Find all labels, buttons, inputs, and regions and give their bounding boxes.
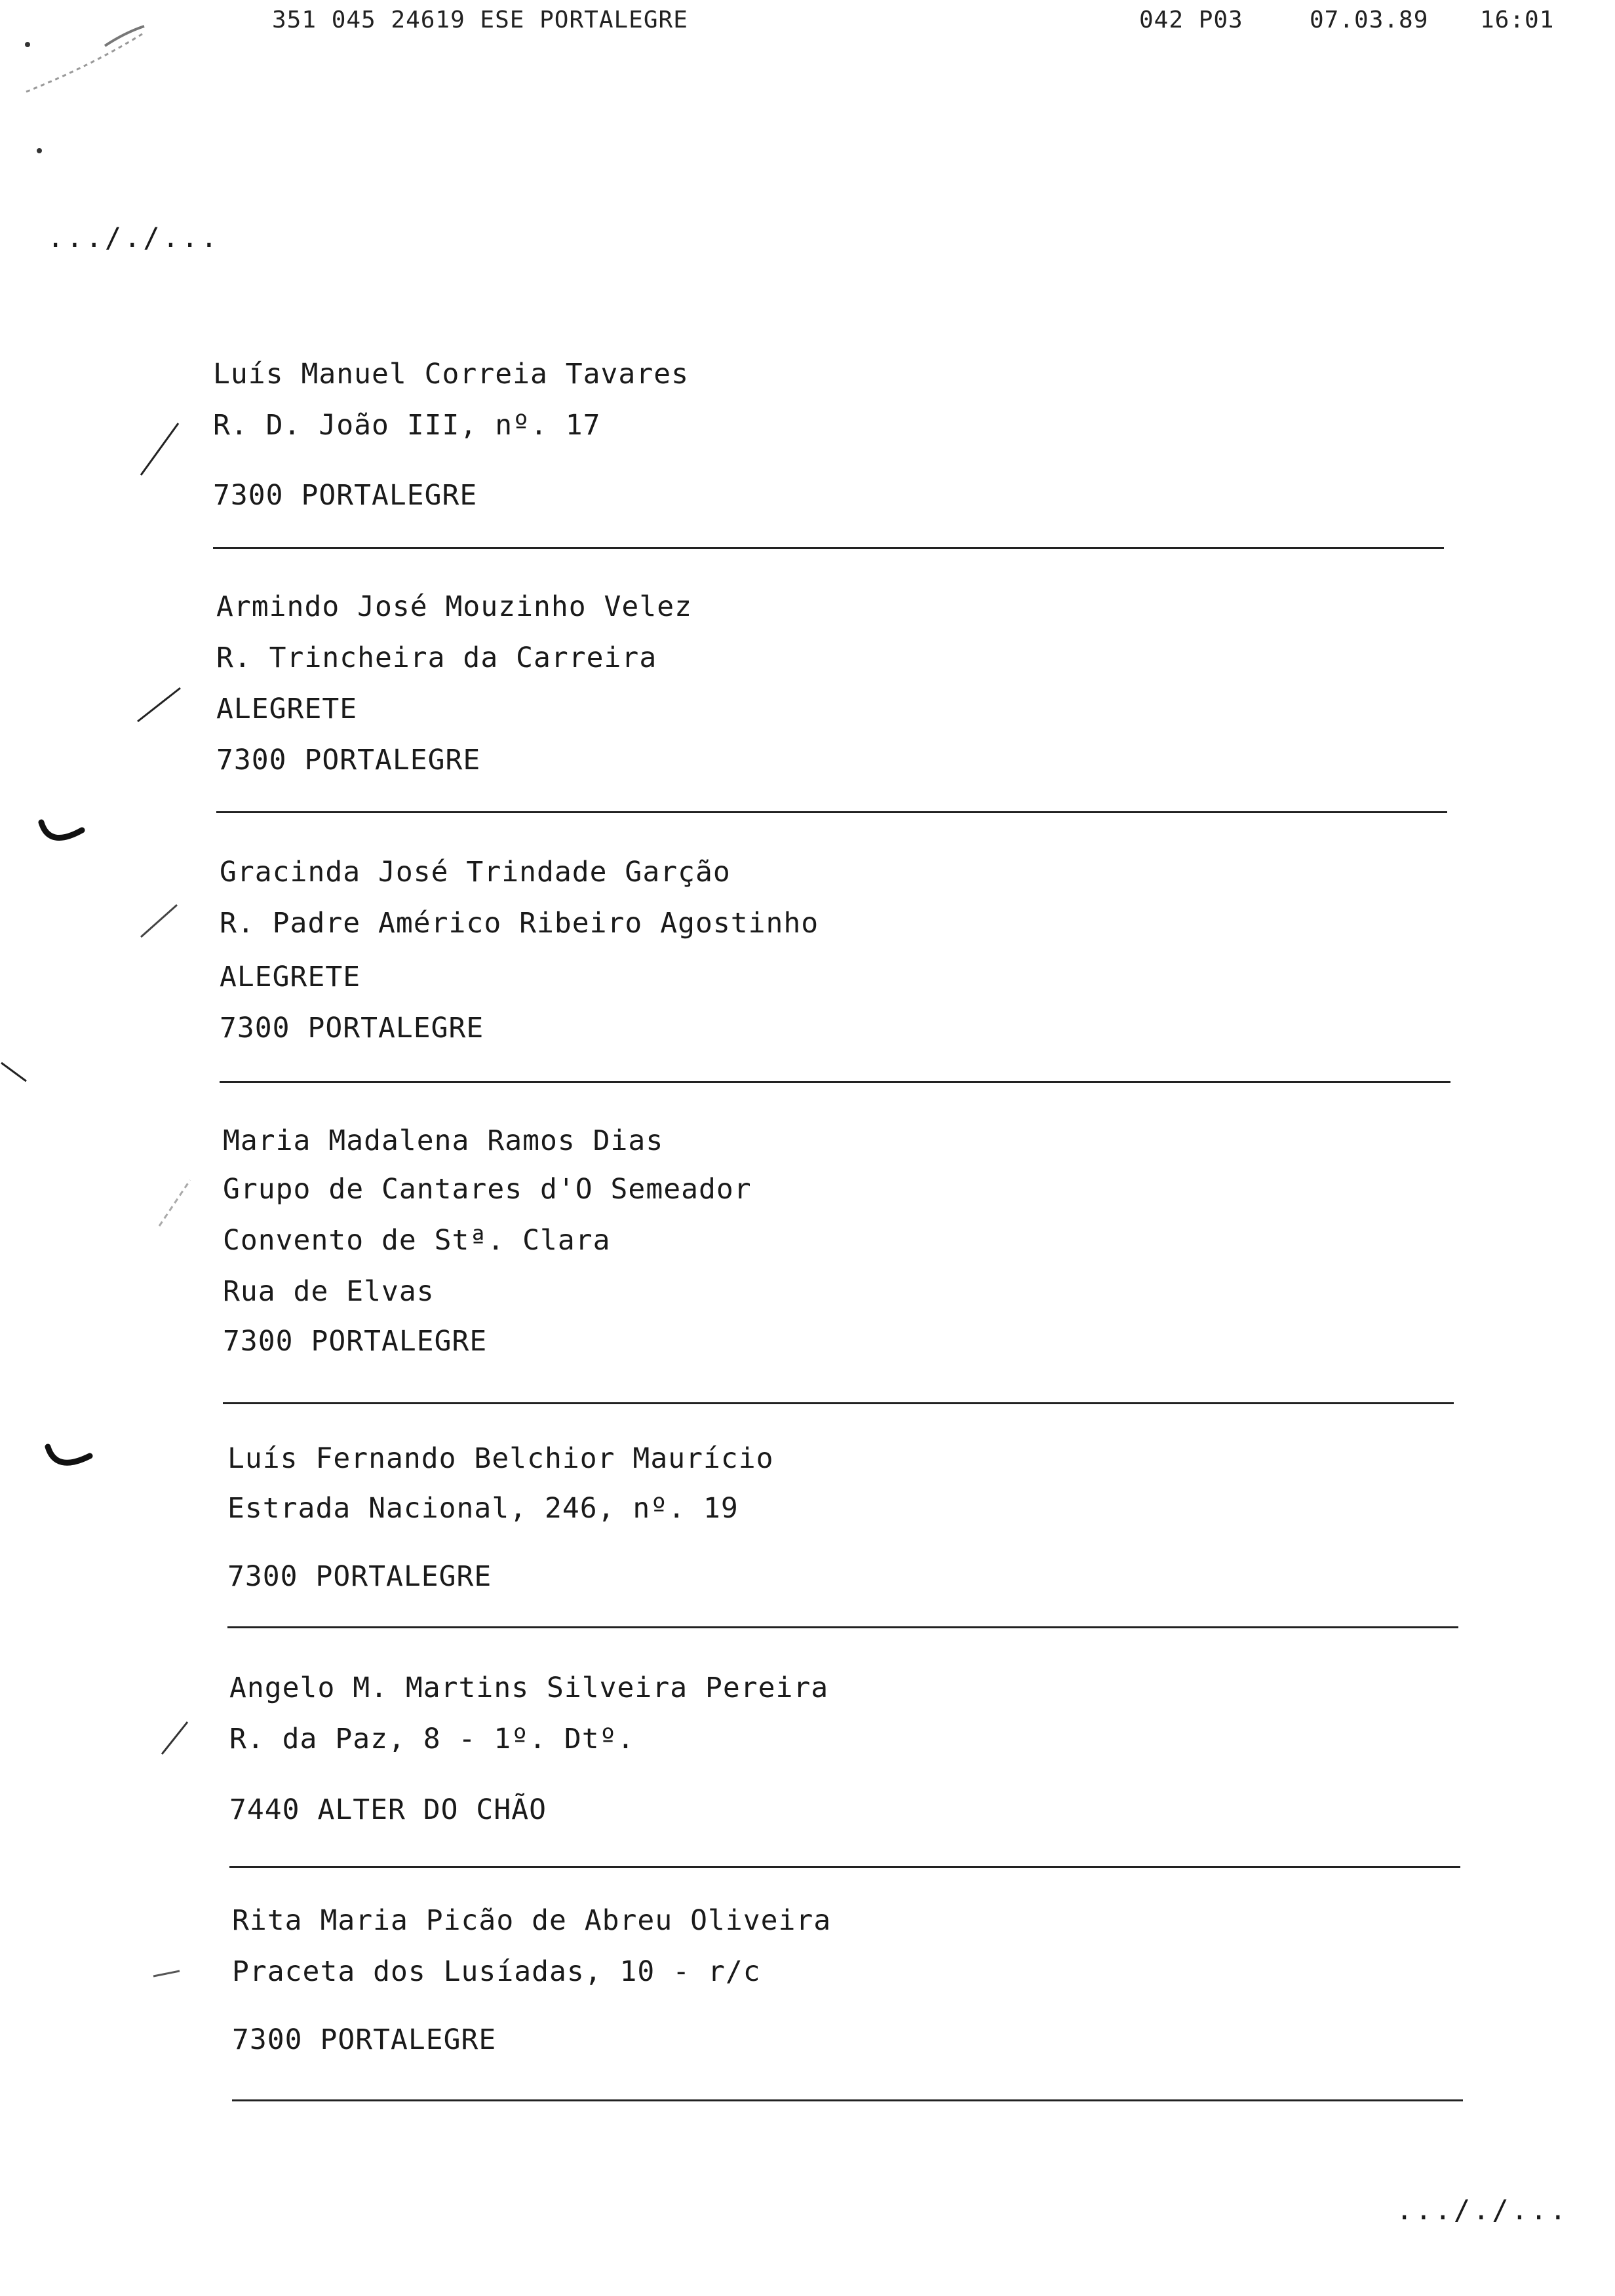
fax-sender: 351 045 24619 ESE PORTALEGRE [272,7,688,33]
entry-address-line: 7300 PORTALEGRE [220,1012,484,1044]
check-mark-icon [138,901,184,940]
entry-address-line: 7300 PORTALEGRE [213,479,478,512]
entry-address-line: 7440 ALTER DO CHÃO [229,1793,547,1826]
entry-address-line: Praceta dos Lusíadas, 10 - r/c [232,1955,761,1988]
entry-address-line: 7300 PORTALEGRE [223,1325,488,1358]
fax-page-number: 042 P03 [1139,7,1243,33]
tick-curve-icon [43,1442,95,1481]
entry-divider [229,1866,1460,1868]
continuation-marker-bottom: ..././... [1396,2194,1569,2226]
entry-name: Luís Manuel Correia Tavares [213,358,689,391]
entry-name: Maria Madalena Ramos Dias [223,1124,664,1157]
fax-time: 16:01 [1480,7,1555,33]
entry-address-line: 7300 PORTALEGRE [227,1560,492,1593]
check-mark-icon [134,685,187,724]
check-mark-icon [156,1176,195,1229]
entry-address-line: R. Trincheira da Carreira [216,641,657,674]
entry-address-line: ALEGRETE [216,693,358,725]
entry-divider [227,1626,1458,1628]
entry-address-line: Estrada Nacional, 246, nº. 19 [227,1492,739,1525]
entry-name: Rita Maria Picão de Abreu Oliveira [232,1904,832,1937]
entry-address-line: R. da Paz, 8 - 1º. Dtº. [229,1723,635,1755]
tick-curve-icon [36,816,88,855]
entry-address-line: Rua de Elvas [223,1275,435,1308]
margin-dash-icon [151,1967,184,1980]
entry-address-line: R. D. João III, nº. 17 [213,409,601,442]
fax-date: 07.03.89 [1310,7,1429,33]
entry-name: Armindo José Mouzinho Velez [216,590,692,623]
entry-address-line: 7300 PORTALEGRE [216,744,481,776]
entry-address-line: Convento de Stª. Clara [223,1224,611,1257]
entry-divider [220,1081,1450,1083]
entry-address-line: Grupo de Cantares d'O Semeador [223,1173,752,1206]
continuation-marker-top: ..././... [47,221,220,254]
check-mark-icon [138,419,184,478]
entry-name: Luís Fernando Belchior Maurício [227,1442,774,1475]
entry-name: Angelo M. Martins Silveira Pereira [229,1672,829,1704]
entry-divider [216,811,1447,813]
entry-name: Gracinda José Trindade Garção [220,856,731,889]
entry-divider [223,1402,1454,1404]
entry-address-line: 7300 PORTALEGRE [232,2023,497,2056]
margin-dash-icon [0,1062,33,1088]
entry-divider [232,2099,1463,2101]
entry-divider [213,547,1444,549]
entry-address-line: R. Padre Américo Ribeiro Agostinho [220,907,819,940]
entry-address-line: ALEGRETE [220,961,361,993]
check-mark-icon [159,1718,191,1757]
